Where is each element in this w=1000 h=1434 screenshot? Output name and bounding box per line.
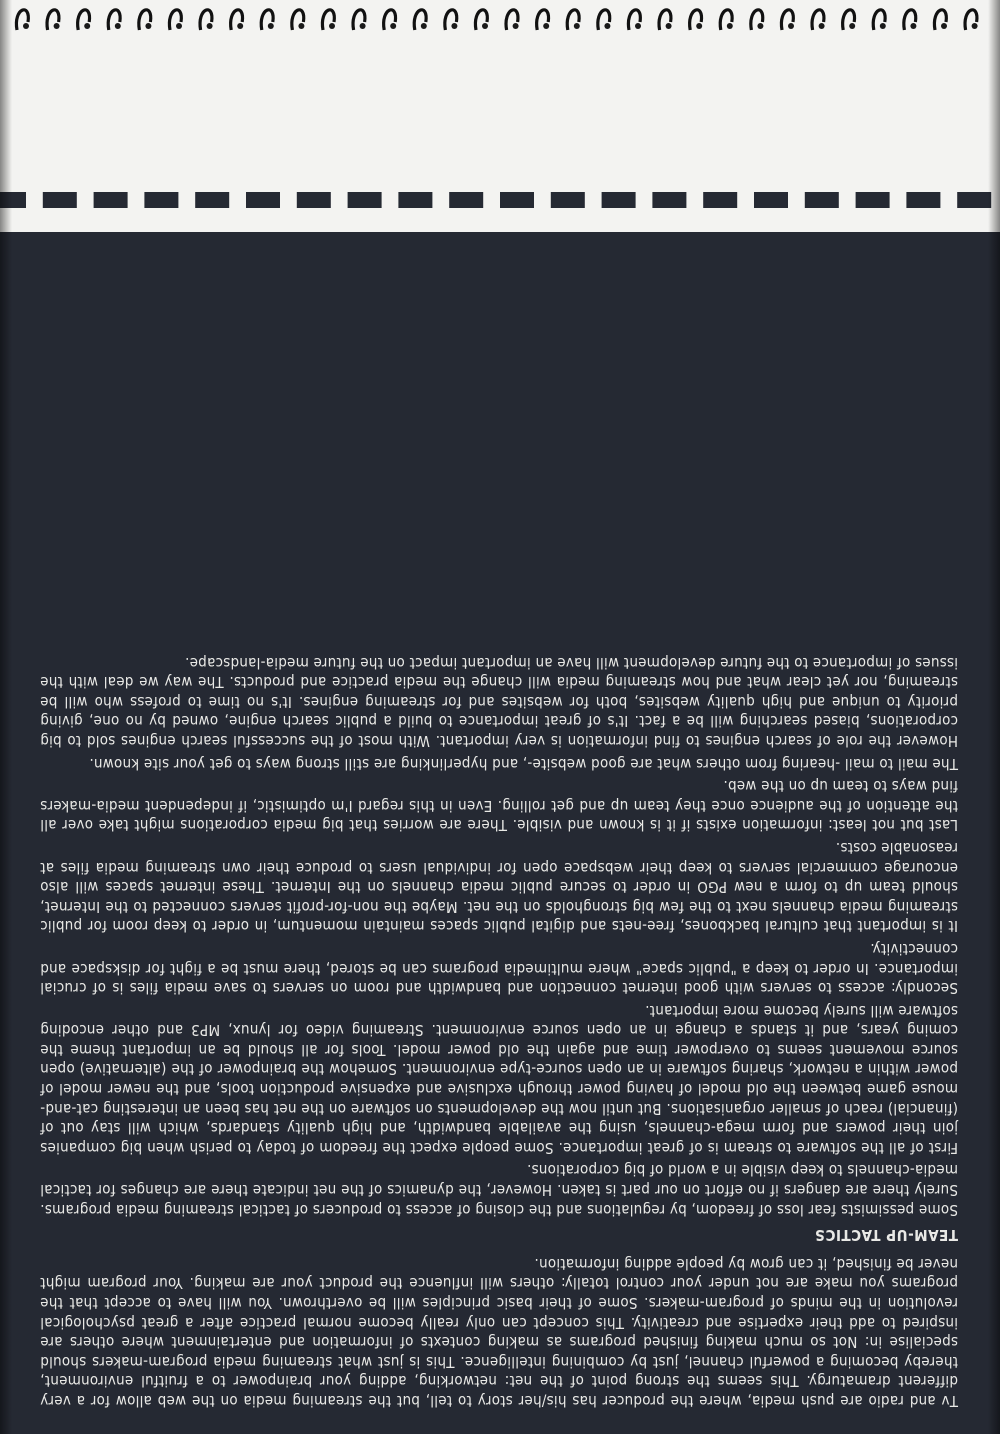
binding-hole [176, 23, 182, 29]
perforation-dash [906, 192, 940, 208]
spiral-binding-icon [0, 0, 1000, 40]
paragraph: Some pessimists fear loss of freedom, by regulations and the closing of access to producers of tactical streaming media programs. Surely there are dangers if no effort on our part is taken. However, the dynamics of the net indicate there are changes for tactical media-channels to keep visible in a world of big corporations. [40, 1161, 958, 1219]
binding-hole [574, 23, 580, 29]
binding-hole [972, 23, 978, 29]
perforation-dash [144, 192, 178, 208]
perforation-dash [602, 192, 636, 208]
binding-hole [513, 23, 519, 29]
binding-hole [145, 23, 151, 29]
binding-hole [543, 23, 549, 29]
binding-hole [329, 23, 335, 29]
binding-hole [696, 23, 702, 29]
section-heading: TEAM-UP TACTICS [814, 1226, 958, 1245]
binding-hole [727, 23, 733, 29]
binding-hole [298, 23, 304, 29]
intro-section [40, 1253, 958, 1410]
article-body [40, 250, 958, 1410]
right-edge-shadow [988, 0, 1000, 1434]
binding-hole [666, 23, 672, 29]
perforation-dash [246, 192, 280, 208]
binding-hole [941, 23, 947, 29]
perforation-dash [551, 192, 585, 208]
perforation-dash [398, 192, 432, 208]
perforation-dash [652, 192, 686, 208]
binding-hole [268, 23, 274, 29]
perforation-dash [703, 192, 737, 208]
paragraph: Tv and radio are push media, where the producer has his/her story to tell, but the streaming media on the web allow for a very different dramaturgy. This seems the strong point of the net: networking, adding your brainpower to a fruitful environment, thereby becoming a powerful channel, just by combining intelligence. This is just what streaming media program-makers should specialise in: Not so much making finished programs as making contexts of information and entertainment where others are inspired to add their expertise and creativity. This concept can only really become normal practice after a great psychological revolution in the minds of program-makers. Some of their basic principles will be overthrown. You will have to accept that the programs you make are not under your control totally: others will influence the product your are making. Your program might never be finished, it can grow by people adding information. [40, 1254, 958, 1410]
binding-hole [604, 23, 610, 29]
perforation-dash [195, 192, 229, 208]
perforation-dash [754, 192, 788, 208]
perforation-dash [449, 192, 483, 208]
paragraph: Secondly: access to servers with good internet connection and bandwidth and room on servers to save media files is of crucial importance. In order to keep a "public space" where multimedia programs can be stored, there must be a fight for diskspace and connectivity. [40, 939, 958, 998]
perforation-dashes [0, 188, 1000, 214]
binding-hole [360, 23, 366, 29]
perforation-dash [805, 192, 839, 208]
binding-hole [819, 23, 825, 29]
binding-hole [54, 23, 60, 29]
perforation-dash [348, 192, 382, 208]
perforation-dash [94, 192, 128, 208]
binding-hole [23, 23, 29, 29]
binding-hole [849, 23, 855, 29]
perforation-dash [500, 192, 534, 208]
paragraph: First of all the software to stream is of great importance. Some people expect the freedom of today to perish when big companies join their powers and form mega-channels, using the available bandwidth, and high quality standards, which will stay out of (financial) reach of smaller organisations. But until now the developments on software on the net has been an interesting cat-and-mouse game between the old model of having power through exclusive and expensive production tools, and the newer model of power within a network, sharing software in an open source-type environment. Somehow the brainpower of the (alternative) open source movement seems to overpower time and again the old power model. Tools for all should be an important theme the coming years, and it stands a change in an open source environment. Streaming video for lynux, MP3 and other encoding software will surely become more important. [40, 1001, 958, 1157]
perforation-dash [297, 192, 331, 208]
binding-hole [451, 23, 457, 29]
paragraph: It is important that cultural backbones, free-nets and digital public spaces maintain momentum, in order to keep room for public streaming media channels next to the few big strongholds on the net. Maybe the non-for-profit servers connected to the Internet, should team up to form a new PGO in order to secure public media channels on the Internet. These internet spaces will also encourage commercial servers to keep their webspace open for individual users to produce their own streaming media files at reasonable costs. [40, 838, 958, 936]
team-up-section [40, 652, 958, 1219]
binding-hole [880, 23, 886, 29]
perforation-dash [856, 192, 890, 208]
binding-hole [84, 23, 90, 29]
binding-hole [635, 23, 641, 29]
perforation-dash [957, 192, 991, 208]
binding-hole [788, 23, 794, 29]
binding-hole [115, 23, 121, 29]
binding-hole [910, 23, 916, 29]
binding-hole [421, 23, 427, 29]
left-edge-shadow [0, 0, 12, 1434]
binding-hole [237, 23, 243, 29]
binding-hole [482, 23, 488, 29]
binding-hole [757, 23, 763, 29]
binding-hole [207, 23, 213, 29]
paragraph: Last but not least: information exists if it is known and visible. There are worries that big media corporations might take over all the attention of the audience once they team up and get rolling. Even in this regard I'm optimistic, if independent media-makers find ways to team up on the web. [40, 777, 958, 835]
perforation-dash [43, 192, 77, 208]
binding-hole [390, 23, 396, 29]
paragraph: However the role of search engines to find information is very important. With most of the successful search engines sold to big corporations, biased searching will be a fact. It's of great importance to build a public search engine, owned by no one, giving priority to unique and high quality websites, both for websites and for streaming engines. It's no time to profess who will be streaming, nor yet clear what and how streaming media will change the media practice and products. The way we deal with the issues of importance to the future development will have an important impact on the future media-landscape. [40, 653, 958, 750]
paragraph: The mail to mail -hearing from others what are good website-, and hyperlinking are still strong ways to get your site known. [89, 754, 958, 773]
